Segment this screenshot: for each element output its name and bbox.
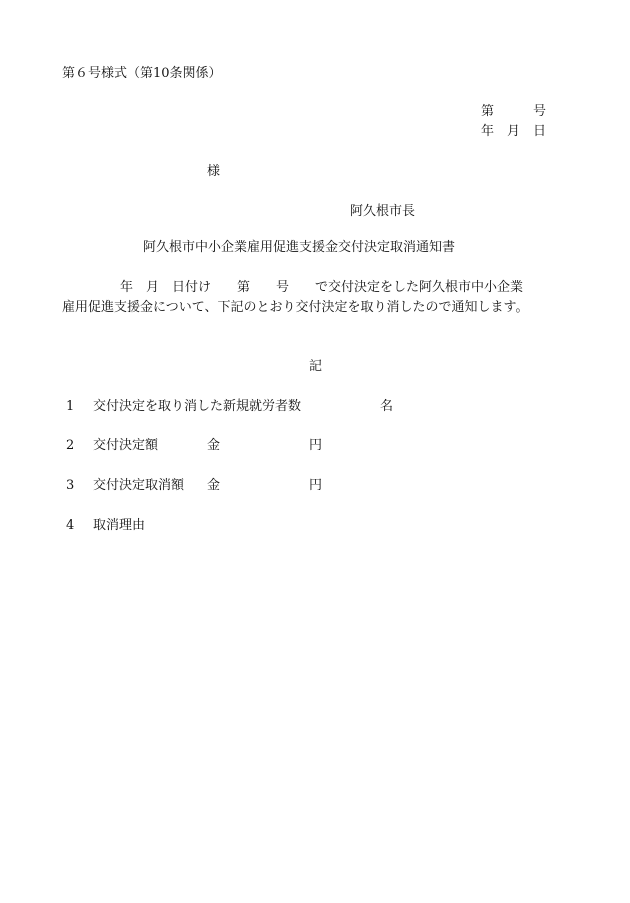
item-1-number: 1	[66, 399, 75, 414]
item-3-number: 3	[66, 478, 75, 493]
body-line-2: 雇用促進支援金について、下記のとおり交付決定を取り消したので通知します。	[62, 300, 529, 315]
item-2-prefix: 金	[207, 438, 221, 453]
ki-heading: 記	[309, 359, 323, 374]
item-3-unit: 円	[309, 478, 323, 493]
item-4-number: 4	[66, 518, 75, 533]
item-2-number: 2	[66, 438, 75, 453]
item-3-label: 交付決定取消額	[93, 478, 185, 493]
body-line-1: 年 月 日付け 第 号 で交付決定をした阿久根市中小企業	[120, 280, 524, 295]
item-2-unit: 円	[309, 438, 323, 453]
item-4-label: 取消理由	[93, 518, 146, 533]
form-label: 第６号様式（第10条関係）	[62, 66, 222, 81]
item-1-label: 交付決定を取り消した新規就労者数	[93, 399, 302, 414]
document-date-line: 年 月 日	[481, 124, 547, 139]
item-2-label: 交付決定額	[93, 438, 159, 453]
item-1-unit: 名	[380, 399, 394, 414]
document-number-line: 第 号	[481, 104, 547, 119]
item-3-prefix: 金	[207, 478, 221, 493]
document-title: 阿久根市中小企業雇用促進支援金交付決定取消通知書	[143, 240, 456, 255]
sender-name: 阿久根市長	[350, 204, 416, 219]
addressee-honorific: 様	[207, 164, 221, 179]
